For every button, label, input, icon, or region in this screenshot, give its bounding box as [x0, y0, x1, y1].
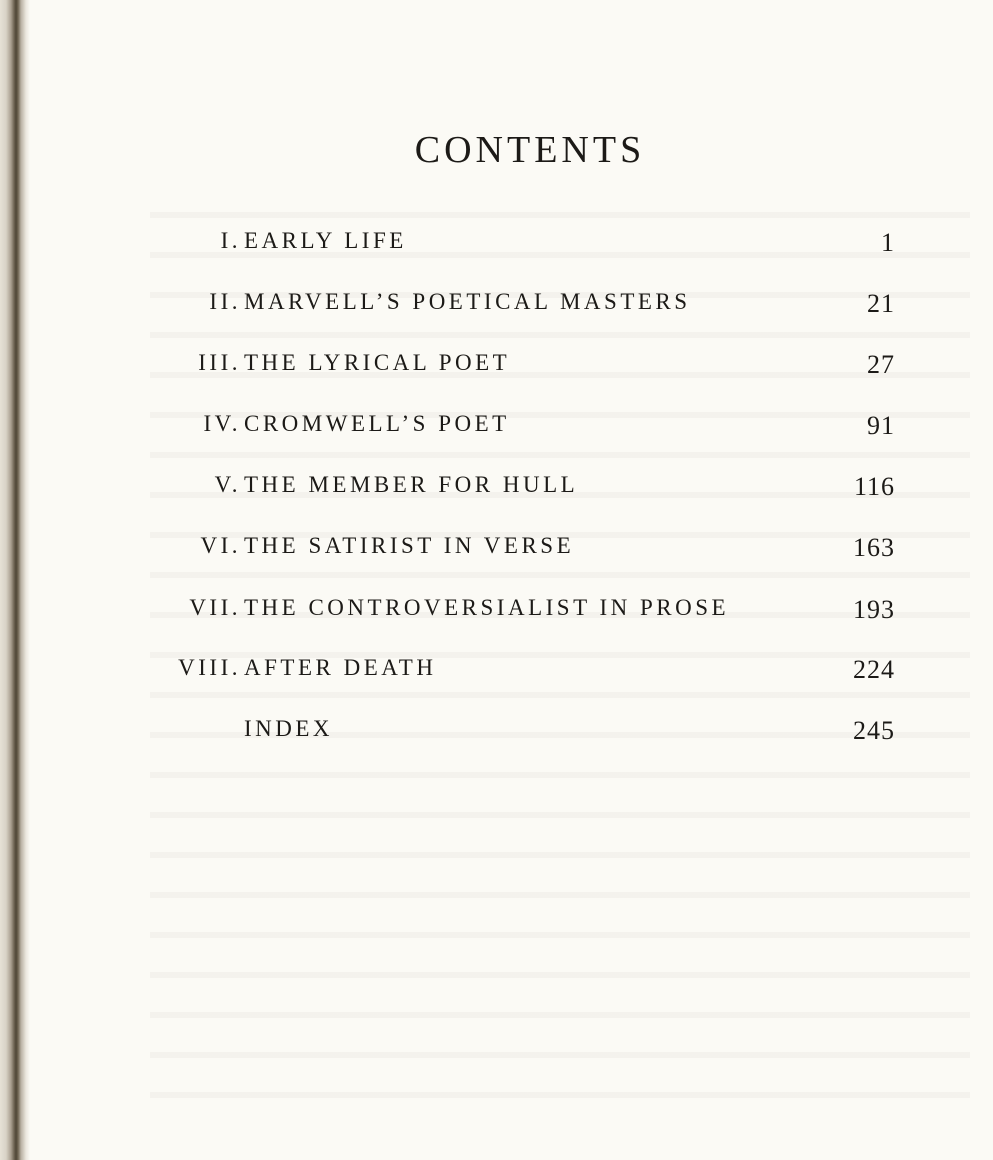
chapter-title: THE LYRICAL POET [244, 350, 511, 375]
chapter-numeral: II. [209, 289, 241, 314]
chapter-title: CROMWELL’S POET [244, 411, 510, 436]
toc-entry [0, 228, 993, 262]
page-number: 163 [853, 533, 895, 562]
chapter-numeral: III. [198, 350, 241, 375]
chapter-numeral: IV. [203, 411, 241, 436]
toc-entry [0, 289, 993, 323]
chapter-numeral: V. [214, 472, 241, 497]
chapter-title: THE CONTROVERSIALIST IN PROSE [244, 595, 730, 620]
page-number: 27 [867, 350, 895, 379]
toc-entry [0, 472, 993, 506]
chapter-numeral: VIII. [178, 655, 241, 680]
page-number: 1 [881, 228, 895, 257]
page-number: 116 [853, 472, 895, 501]
chapter-title: THE MEMBER FOR HULL [244, 472, 579, 497]
chapter-title: MARVELL’S POETICAL MASTERS [244, 289, 691, 314]
page-number: 224 [853, 655, 895, 684]
chapter-numeral: VII. [189, 595, 241, 620]
page-number: 91 [867, 411, 895, 440]
toc-entry [0, 595, 993, 629]
chapter-numeral: I. [220, 228, 241, 253]
page-number: 245 [853, 716, 895, 745]
chapter-numeral: VI. [200, 533, 241, 558]
toc-entry [0, 533, 993, 567]
chapter-title: INDEX [244, 716, 334, 741]
page-number: 21 [867, 289, 895, 318]
toc-entry [0, 350, 993, 384]
chapter-title: AFTER DEATH [244, 655, 437, 680]
toc-entry [0, 716, 993, 750]
toc-entry [0, 655, 993, 689]
page-number: 193 [853, 595, 895, 624]
contents-heading: CONTENTS [414, 129, 646, 171]
chapter-title: EARLY LIFE [244, 228, 407, 253]
chapter-title: THE SATIRIST IN VERSE [244, 533, 575, 558]
toc-entry [0, 411, 993, 445]
